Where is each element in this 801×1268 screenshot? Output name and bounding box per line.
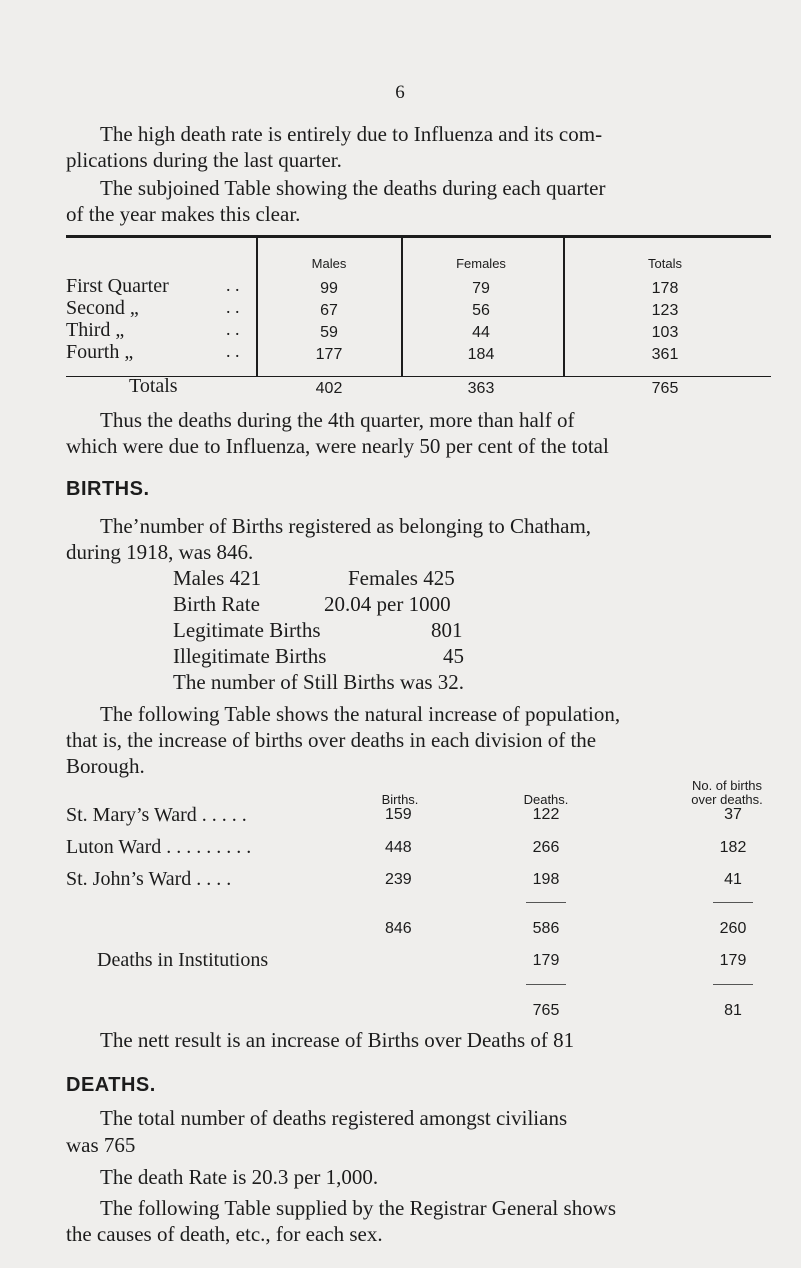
cell-males: 59 bbox=[320, 324, 338, 341]
ward-excess: 41 bbox=[724, 871, 742, 888]
cell-totals: 103 bbox=[651, 324, 679, 341]
cell-females: 56 bbox=[472, 302, 490, 319]
deaths-line-5: the causes of death, etc., for each sex. bbox=[66, 1222, 383, 1246]
ward-header-excess-1: No. of births bbox=[691, 778, 763, 793]
row-dots: . . bbox=[226, 341, 240, 361]
total-females: 363 bbox=[467, 380, 495, 397]
table-top-rule bbox=[66, 235, 771, 238]
table-divider-3 bbox=[563, 238, 565, 376]
summary-line-2: which were due to Influenza, were nearly 50 per cent of the total bbox=[66, 434, 609, 458]
table-divider-2 bbox=[401, 238, 403, 376]
total-males: 402 bbox=[315, 380, 343, 397]
cell-females: 44 bbox=[472, 324, 490, 341]
row-label: Third „ bbox=[66, 319, 125, 341]
ward-label: St. Mary’s Ward . . . . . bbox=[66, 804, 247, 826]
ward-label: Luton Ward . . . . . . . . . bbox=[66, 836, 252, 858]
institutions-label: Deaths in Institutions bbox=[97, 949, 269, 971]
intro-line-2: plications during the last quarter. bbox=[66, 148, 342, 172]
page-number: 6 bbox=[395, 82, 405, 103]
intro-line-3: The subjoined Table showing the deaths during each quarter bbox=[100, 176, 606, 200]
ward-deaths: 122 bbox=[532, 806, 560, 823]
institutions-deaths: 179 bbox=[532, 952, 560, 969]
legitimate-value: 801 bbox=[431, 618, 463, 642]
births-heading: BIRTHS. bbox=[66, 478, 150, 500]
birth-rate-label: Birth Rate bbox=[173, 592, 260, 616]
cell-totals: 178 bbox=[651, 280, 679, 297]
ward-excess: 37 bbox=[724, 806, 742, 823]
cell-females: 184 bbox=[467, 346, 495, 363]
deaths-line-1: The total number of deaths registered amongst civilians bbox=[100, 1106, 568, 1130]
subtotal-births: 846 bbox=[385, 920, 412, 937]
ward-deaths: 266 bbox=[532, 839, 560, 856]
ward-births: 159 bbox=[385, 806, 412, 823]
illegitimate-value: 45 bbox=[443, 644, 464, 668]
illegitimate-label: Illegitimate Births bbox=[173, 644, 327, 668]
subtotal-deaths: 586 bbox=[532, 920, 560, 937]
ward-header-deaths: Deaths. bbox=[523, 792, 569, 807]
nett-result-line: The nett result is an increase of Births over Deaths of 81 bbox=[100, 1028, 575, 1052]
increase-line-3: Borough. bbox=[66, 754, 145, 778]
increase-line-1: The following Table shows the natural increase of population, bbox=[100, 702, 621, 726]
summary-line-1: Thus the deaths during the 4th quarter, more than half of bbox=[100, 408, 575, 432]
cell-totals: 123 bbox=[651, 302, 679, 319]
cell-males: 177 bbox=[315, 346, 343, 363]
sum-rule-deaths bbox=[526, 902, 566, 903]
row-label: Fourth „ bbox=[66, 341, 134, 363]
ward-header-births: Births. bbox=[381, 792, 419, 807]
institutions-excess: 179 bbox=[719, 952, 747, 969]
intro-line-4: of the year makes this clear. bbox=[66, 202, 301, 226]
row-label: Second „ bbox=[66, 297, 139, 319]
births-line-2: during 1918, was 846. bbox=[66, 540, 254, 564]
totals-label: Totals bbox=[129, 375, 178, 397]
cell-males: 67 bbox=[320, 302, 338, 319]
legitimate-label: Legitimate Births bbox=[173, 618, 321, 642]
ward-label: St. John’s Ward . . . . bbox=[66, 868, 232, 890]
deaths-line-2: was 765 bbox=[66, 1133, 136, 1157]
row-dots: . . bbox=[226, 297, 240, 317]
final-deaths: 765 bbox=[532, 1002, 560, 1019]
birth-rate-value: 20.04 per 1000 bbox=[324, 592, 451, 616]
row-dots: . . bbox=[226, 275, 240, 295]
ward-births: 448 bbox=[385, 839, 412, 856]
final-rule-deaths bbox=[526, 984, 566, 985]
cell-totals: 361 bbox=[651, 346, 679, 363]
total-totals: 765 bbox=[651, 380, 679, 397]
row-label: First Quarter bbox=[66, 275, 169, 297]
table-divider-1 bbox=[256, 238, 258, 376]
deaths-line-4: The following Table supplied by the Registrar General shows bbox=[100, 1196, 617, 1220]
increase-line-2: that is, the increase of births over deaths in each division of the bbox=[66, 728, 597, 752]
column-header-males: Males bbox=[311, 256, 347, 271]
deaths-heading: DEATHS. bbox=[66, 1074, 156, 1096]
column-header-females: Females bbox=[456, 256, 506, 271]
row-dots: . . bbox=[226, 319, 240, 339]
births-line-1: The’number of Births registered as belonging to Chatham, bbox=[100, 514, 592, 538]
ward-header-excess-2: over deaths. bbox=[691, 792, 763, 807]
final-excess: 81 bbox=[724, 1002, 742, 1019]
still-births-line: The number of Still Births was 32. bbox=[173, 670, 465, 694]
deaths-line-3: The death Rate is 20.3 per 1,000. bbox=[100, 1165, 379, 1189]
subtotal-excess: 260 bbox=[719, 920, 747, 937]
births-males: Males 421 bbox=[173, 566, 262, 590]
column-header-totals: Totals bbox=[648, 256, 682, 271]
births-females: Females 425 bbox=[348, 566, 455, 590]
cell-females: 79 bbox=[472, 280, 490, 297]
ward-births: 239 bbox=[385, 871, 412, 888]
cell-males: 99 bbox=[320, 280, 338, 297]
sum-rule-excess bbox=[713, 902, 753, 903]
ward-excess: 182 bbox=[719, 839, 747, 856]
ward-deaths: 198 bbox=[532, 871, 560, 888]
intro-line-1: The high death rate is entirely due to Influenza and its com- bbox=[100, 122, 603, 146]
final-rule-excess bbox=[713, 984, 753, 985]
